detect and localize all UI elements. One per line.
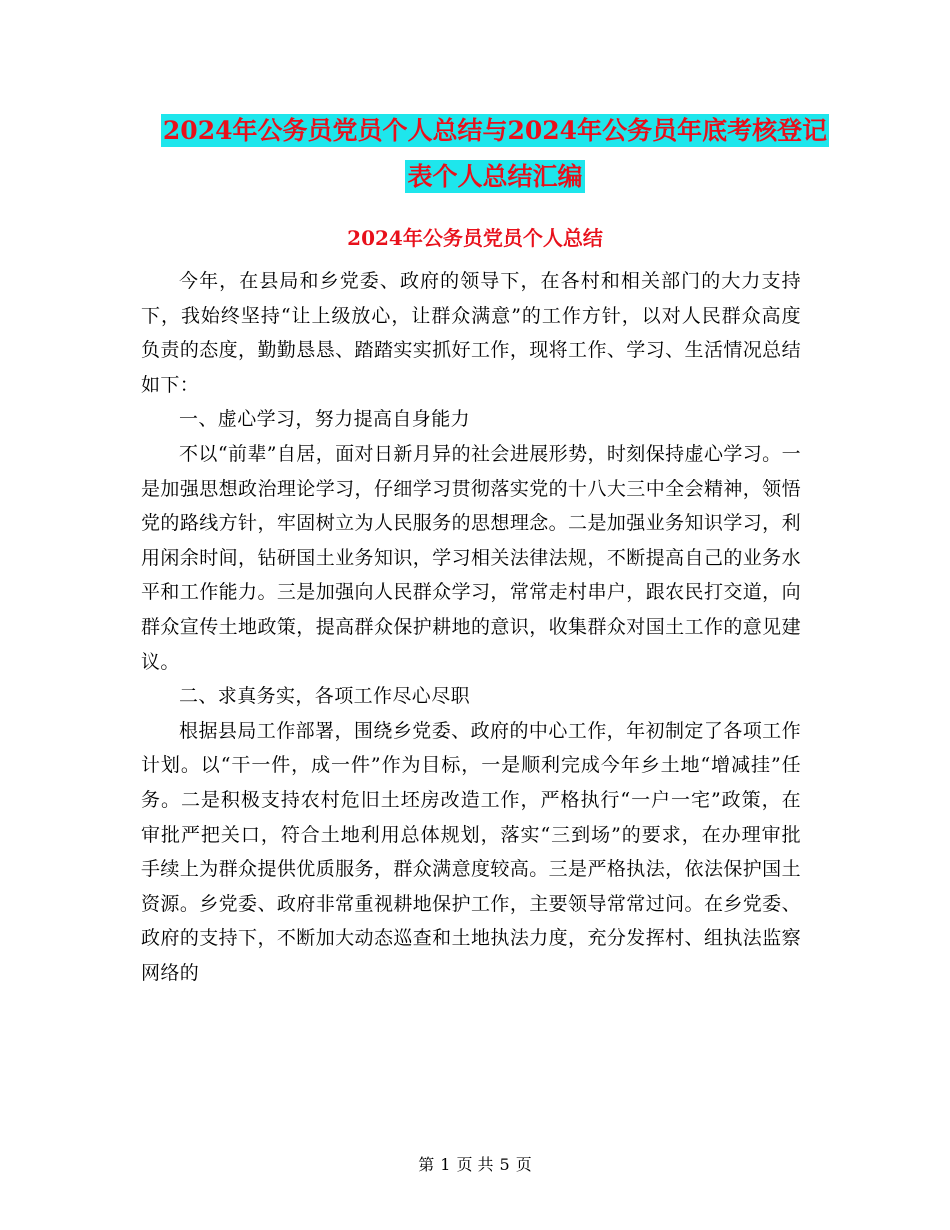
- page-footer: [0, 1154, 950, 1176]
- paragraph-work: 根据县局工作部署，围绕乡党委、政府的中心工作，年初制定了各项工作计划。以“干一件，成一件”作为目标，一是顺利完成今年乡土地“增减挂”任务。二是积极支持农村危旧土坯房改造工作，严格执行“一户一宅”政策，在审批严把关口，符合土地利用总体规划，落实“三到场”的要求，在办理审批手续上为群众提供优质服务，群众满意度较高。三是严格执法，依法保护国土资源。乡党委、政府非常重视耕地保护工作，主要领导常常过问。在乡党委、政府的支持下，不断加大动态巡查和土地执法力度，充分发挥村、组执法监察网络的: [141, 719, 801, 984]
- footer-total-pages: 5: [499, 1155, 510, 1174]
- footer-current-page: 1: [440, 1155, 451, 1174]
- paragraph-study: 不以“前辈”自居，面对日新月异的社会进展形势，时刻保持虚心学习。一是加强思想政治理论学习，仔细学习贯彻落实党的十八大三中全会精神，领悟党的路线方针，牢固树立为人民服务的思想理念。二是加强业务知识学习，利用闲余时间，钻研国土业务知识，学习相关法律法规，不断提高自己的业务水平和工作能力。三是加强向人民群众学习，常常走村串户，跟农民打交道，向群众宣传土地政策，提高群众保护耕地的意识，收集群众对国土工作的意见建议。: [141, 442, 801, 673]
- document-title: [150, 108, 840, 200]
- paragraph-intro: 今年，在县局和乡党委、政府的领导下，在各村和相关部门的大力支持下，我始终坚持“让上级放心，让群众满意”的工作方针，以对人民群众高度负责的态度，勤勤恳恳、踏踏实实抓好工作，现将工作、学习、生活情况总结如下：: [141, 270, 801, 396]
- document-body: [141, 264, 801, 990]
- heading-two: 二、求真务实，各项工作尽心尽职: [179, 685, 471, 708]
- document-title-text: 2024年公务员党员个人总结与2024年公务员年底考核登记表个人总结汇编: [162, 116, 828, 191]
- footer-suffix: 页: [515, 1155, 532, 1174]
- footer-middle: 页 共: [456, 1155, 494, 1174]
- heading-one: 一、虚心学习，努力提高自身能力: [179, 408, 471, 431]
- footer-prefix: 第: [418, 1155, 435, 1174]
- section-title: 2024年公务员党员个人总结: [347, 226, 603, 250]
